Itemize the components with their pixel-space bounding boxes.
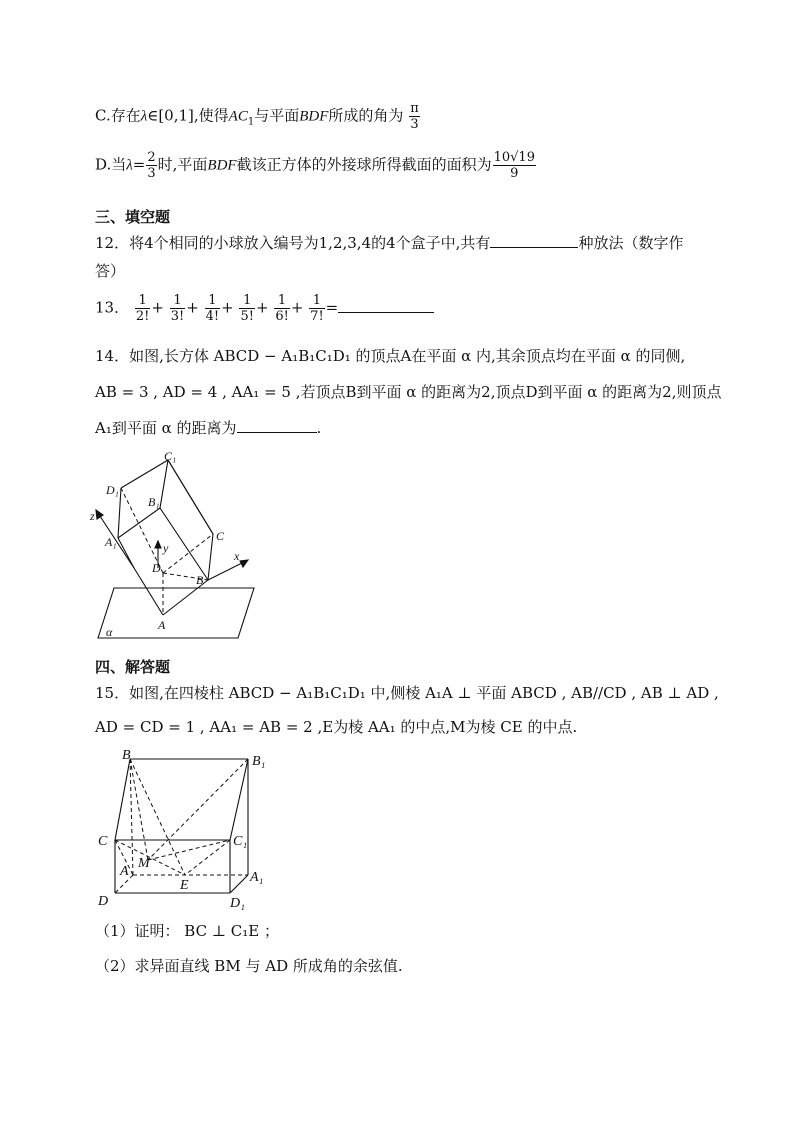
label-e: E [180,878,189,893]
label-c: C [216,529,225,543]
question-13-label: 13． [95,298,130,317]
lambda-symbol: λ [126,157,133,174]
answer-blank[interactable] [237,418,317,433]
figure-q14-cuboid [88,448,268,648]
label-c: C [98,834,108,849]
question-15-line2: AD = CD = 1 , AA₁ = AB = 2 ,E为棱 AA₁ 的中点,M为棱 CE 的中点. [95,718,578,736]
term-frac: $\frac{1}{3!}$ [170,293,185,324]
label-d: D [98,894,109,909]
label-y: y [163,541,169,555]
option-d-prefix: D.当 [95,155,127,174]
figure-q15-prism [90,745,280,910]
question-14-line3: A₁到平面 α 的距离为 . [95,419,322,437]
option-c-tail: 所成的角为 [328,106,404,125]
label-alpha: α [106,625,113,639]
label-x: x [234,549,240,563]
label-m: M [138,856,150,871]
option-d-mid: 时,平面 [157,155,208,174]
term-frac: $\frac{1}{5!}$ [240,293,254,324]
question-14-line3-text: A₁到平面 α 的距离为 [95,419,237,437]
question-14-line1: 14．如图,长方体 ABCD − A₁B₁C₁D₁ 的顶点A在平面 α 内,其余顶点均在平面 α 的同侧, [95,347,686,365]
question-12-text: 12．将4个相同的小球放入编号为1,2,3,4的4个盒子中,共有 [95,234,491,252]
line-ac1: AC [228,108,248,125]
label-a1: A₁ [250,870,264,885]
question-13: 13． $\frac{1}{2!}$ + $\frac{1}{3!}$ + $\frac{1}{4!}$ + $\frac{1}{5!}$ + $\frac{1}{6!}$ + $\frac{1}{7!}$ = [95,293,434,324]
plane-alpha [98,588,254,638]
section-title-fill-in: 三、填空题 [95,208,171,226]
question-12-line2: 答） [95,262,126,280]
answer-blank[interactable] [490,233,578,248]
label-b: B [122,748,131,763]
term-frac: $\frac{1}{7!}$ [310,293,324,324]
pi-over-3: $\frac{\pi}{3}$ [410,101,419,132]
lambda-symbol: λ [140,108,148,125]
ac1-subscript: 1 [247,116,255,128]
two-thirds: $\frac{2}{3}$ [147,150,156,181]
option-d-tail: 截该正方体的外接球所得截面的面积为 [236,155,492,174]
option-c-prefix: C.存在 [95,106,141,125]
label-c1: C₁ [233,834,248,849]
label-b1: B₁ [252,754,266,769]
label-c1: C₁ [164,449,177,463]
question-14-line2: AB = 3 , AD = 4 , AA₁ = 5 ,若顶点B到平面 α 的距离为2,顶点D到平面 α 的距离为2,则顶点 [95,383,722,401]
question-12-line1 [95,232,683,253]
section-title-solutions: 四、解答题 [95,658,171,676]
label-a: A [120,864,129,879]
plane-bdf: BDF [207,157,237,174]
question-15-line1: 15．如图,在四棱柱 ABCD − A₁B₁C₁D₁ 中,侧棱 A₁A ⊥ 平面 ABCD , AB//CD , AB ⊥ AD , [95,684,719,702]
label-d1: D₁ [106,483,119,497]
option-c [95,101,421,132]
label-a1: A₁ [105,535,117,549]
term-frac: $\frac{1}{2!}$ [135,293,150,324]
label-z: z [90,509,95,523]
answer-fraction: $\frac{10√19}{9}$ [493,150,535,181]
answer-blank[interactable] [338,298,434,313]
question-12-tail: 种放法（数字作 [578,234,684,252]
label-b1: B₁ [148,495,160,509]
question-15-part1: （1）证明： BC ⊥ C₁E ； [95,922,279,940]
option-d [95,150,537,181]
label-b: B [196,573,204,587]
label-a: A [158,618,166,632]
option-c-interval: ∈[0,1],使得 [147,106,229,125]
label-d: D [152,561,161,575]
term-frac: $\frac{1}{6!}$ [275,293,289,324]
label-d1: D₁ [230,896,245,910]
question-15-part2: （2）求异面直线 BM 与 AD 所成角的余弦值. [95,957,403,975]
equals: = [132,155,146,174]
plane-bdf: BDF [299,108,329,125]
option-c-mid: 与平面 [254,106,300,125]
term-frac: $\frac{1}{4!}$ [205,293,220,324]
